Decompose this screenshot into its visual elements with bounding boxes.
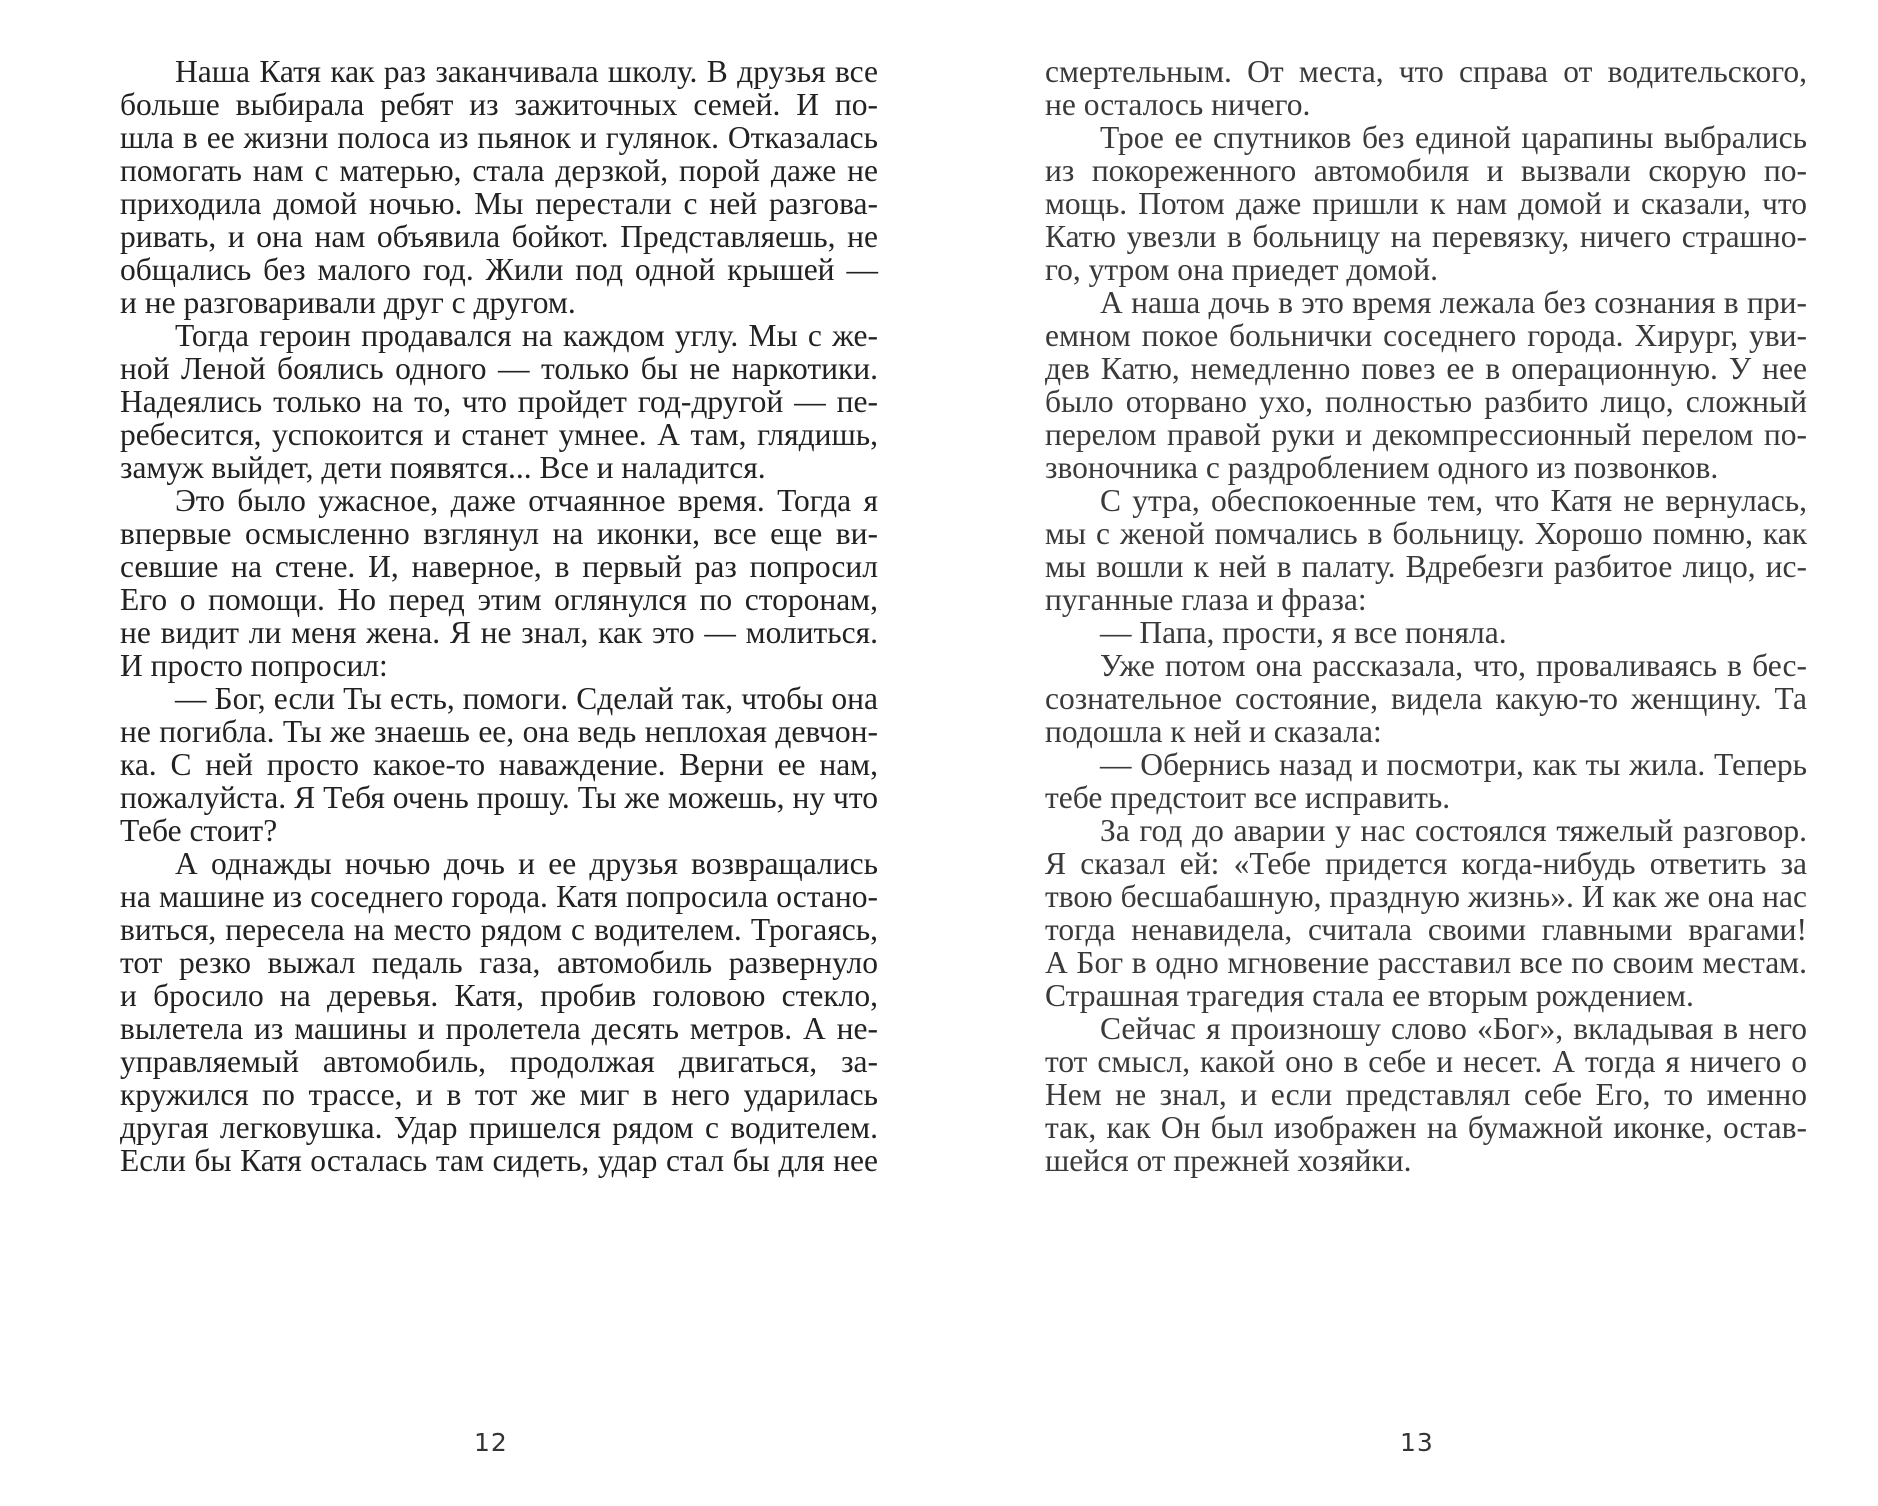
text-line: Уже потом она рассказала, что, проваливаясь в бес-: [1100, 648, 1807, 683]
text-line: тот смысл, какой оно в себе и несет. А тогда я ничего о: [1045, 1044, 1807, 1079]
text-line: и не разговаривали друг с другом.: [120, 285, 576, 320]
text-line: не осталось ничего.: [1045, 87, 1311, 122]
text-line: пожалуйста. Я Тебя очень прошу. Ты же можешь, ну что: [120, 780, 878, 815]
text-line: было оторвано ухо, полностью разбито лицо, сложный: [1045, 384, 1807, 419]
text-line: севшие на стене. И, наверное, в первый раз попросил: [120, 549, 878, 584]
text-line: управляемый автомобиль, продолжая двигаться, за-: [120, 1044, 878, 1079]
text-line: твою бесшабашную, праздную жизнь». И как же она нас: [1045, 879, 1807, 914]
text-line: не погибла. Ты же знаешь ее, она ведь неплохая девчон-: [120, 714, 878, 749]
text-line: Его о помощи. Но перед этим оглянулся по сторонам,: [120, 582, 878, 617]
text-line: перелом правой руки и декомпрессионный перелом по-: [1045, 417, 1807, 452]
text-line: не видит ли меня жена. Я не знал, как это — молиться.: [120, 615, 878, 650]
text-line: вылетела из машины и пролетела десять метров. А не-: [120, 1011, 878, 1046]
left-page: [120, 52, 878, 1472]
text-line: впервые осмысленно взглянул на иконки, все еще ви-: [120, 516, 878, 551]
text-line: Если бы Катя осталась там сидеть, удар стал бы для нее: [120, 1143, 878, 1178]
text-line: Сейчас я произношу слово «Бог», вкладывая в него: [1100, 1011, 1807, 1046]
page-number-left: 12: [474, 1428, 508, 1457]
text-line: ной Леной боялись одного — только бы не наркотики.: [120, 351, 878, 386]
text-line: Нем не знал, и если представлял себе Его, то именно: [1045, 1077, 1807, 1112]
text-line: — Обернись назад и посмотри, как ты жила. Теперь: [1100, 747, 1807, 782]
text-line: из покореженного автомобиля и вызвали скорую по-: [1045, 153, 1807, 188]
text-line: Я сказал ей: «Тебе придется когда-нибудь ответить за: [1045, 846, 1807, 881]
text-line: тебе предстоит все исправить.: [1045, 780, 1451, 815]
text-line: так, как Он был изображен на бумажной иконке, остав-: [1045, 1110, 1807, 1145]
text-line: сознательное состояние, видела какую-то женщину. Та: [1045, 681, 1807, 716]
text-line: С утра, обеспокоенные тем, что Катя не вернулась,: [1100, 483, 1807, 518]
text-line: шейся от прежней хозяйки.: [1045, 1143, 1412, 1178]
text-line: — Папа, прости, я все поняла.: [1100, 615, 1507, 650]
text-line: мы с женой помчались в больницу. Хорошо помню, как: [1045, 516, 1807, 551]
text-line: Это было ужасное, даже отчаянное время. Тогда я: [175, 483, 878, 518]
text-line: смертельным. От места, что справа от водительского,: [1045, 54, 1807, 89]
text-line: дев Катю, немедленно повез ее в операционную. У нее: [1045, 351, 1807, 386]
text-line: Наша Катя как раз заканчивала школу. В друзья все: [175, 54, 878, 89]
text-line: звоночника с раздроблением одного из позвонков.: [1045, 450, 1719, 485]
text-line: ривать, и она нам объявила бойкот. Представляешь, не: [120, 219, 878, 254]
text-line: Катю увезли в больницу на перевязку, ничего страшно-: [1045, 219, 1807, 254]
page-number-right: 13: [1400, 1428, 1434, 1457]
text-line: Тогда героин продавался на каждом углу. Мы с же-: [175, 318, 878, 353]
right-page: [1045, 52, 1807, 1472]
text-line: приходила домой ночью. Мы перестали с ней разгова-: [120, 186, 878, 221]
text-line: А однажды ночью дочь и ее друзья возвращались: [175, 846, 878, 881]
text-line: тогда ненавидела, считала своими главными врагами!: [1045, 912, 1807, 947]
text-line: замуж выйдет, дети появятся... Все и наладится.: [120, 450, 766, 485]
text-line: помогать нам с матерью, стала дерзкой, порой даже не: [120, 153, 878, 188]
text-line: мощь. Потом даже пришли к нам домой и сказали, что: [1045, 186, 1807, 221]
text-line: мы вошли к ней в палату. Вдребезги разбитое лицо, ис-: [1045, 549, 1807, 584]
text-line: тот резко выжал педаль газа, автомобиль развернуло: [120, 945, 878, 980]
text-line: общались без малого год. Жили под одной крышей —: [120, 252, 878, 287]
text-line: ребесится, успокоится и станет умнее. А там, глядишь,: [120, 417, 878, 452]
text-line: Надеялись только на то, что пройдет год-другой — пе-: [120, 384, 878, 419]
text-line: больше выбирала ребят из зажиточных семей. И по-: [120, 87, 878, 122]
text-line: го, утром она приедет домой.: [1045, 252, 1438, 287]
text-line: емном покое больнички соседнего города. Хирург, уви-: [1045, 318, 1807, 353]
text-line: и бросило на деревья. Катя, пробив головою стекло,: [120, 978, 878, 1013]
text-line: подошла к ней и сказала:: [1045, 714, 1382, 749]
text-line: А наша дочь в это время лежала без сознания в при-: [1100, 285, 1807, 320]
text-line: другая легковушка. Удар пришелся рядом с водителем.: [120, 1110, 878, 1145]
text-line: кружился по трассе, и в тот же миг в него ударилась: [120, 1077, 878, 1112]
text-line: — Бог, если Ты есть, помоги. Сделай так, чтобы она: [175, 681, 878, 716]
text-line: Страшная трагедия стала ее вторым рождением.: [1045, 978, 1694, 1013]
text-line: Трое ее спутников без единой царапины выбрались: [1100, 120, 1807, 155]
text-line: И просто попросил:: [120, 648, 388, 683]
text-line: шла в ее жизни полоса из пьянок и гулянок. Отказалась: [120, 120, 878, 155]
text-line: на машине из соседнего города. Катя попросила остано-: [120, 879, 878, 914]
text-line: За год до аварии у нас состоялся тяжелый разговор.: [1100, 813, 1807, 848]
text-line: А Бог в одно мгновение расставил все по своим местам.: [1045, 945, 1807, 980]
text-line: виться, пересела на место рядом с водителем. Трогаясь,: [120, 912, 878, 947]
text-line: Тебе стоит?: [120, 813, 278, 848]
text-line: ка. С ней просто какое-то наваждение. Верни ее нам,: [120, 747, 878, 782]
text-line: пуганные глаза и фраза:: [1045, 582, 1367, 617]
